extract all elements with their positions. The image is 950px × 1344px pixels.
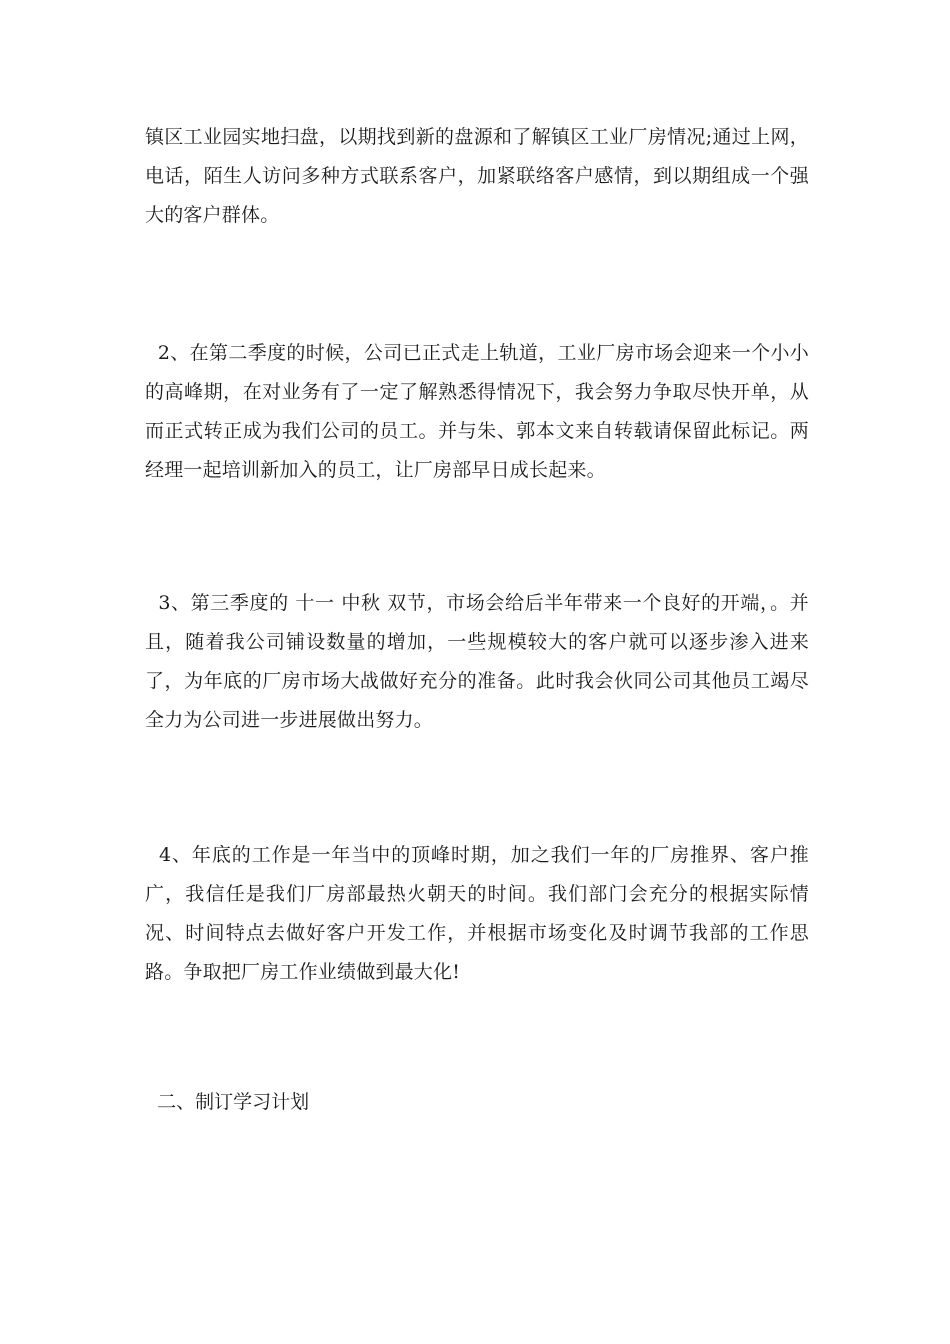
paragraph-plan-q2: 2、在第二季度的时候，公司已正式走上轨道，工业厂房市场会迎来一个小小的高峰期，在对业务有了一定了解熟悉得情况下，我会努力争取尽快开单，从而正式转正成为我们公司的员工。并与朱、郭本文来自转载请保留此标记。两经理一起培训新加入的员工，让厂房部早日成长起来。 xyxy=(145,342,810,481)
paragraph-plan-q3: 3、第三季度的 十一 中秋 双节，市场会给后半年带来一个良好的开端，。并且，随着我公司铺设数量的增加，一些规模较大的客户就可以逐步渗入进来了，为年底的厂房市场大战做好充分的准备。此时我会伙同公司其他员工竭尽全力为公司进一步进展做出努力。 xyxy=(145,592,809,731)
paragraph-plan-q4: 4、年底的工作是一年当中的顶峰时期，加之我们一年的厂房推界、客户推广，我信任是我们厂房部最热火朝天的时间。我们部门会充分的根据实际情况、时间特点去做好客户开发工作，并根据市场变化及时调节我部的工作思路。争取把厂房工作业绩做到最大化! xyxy=(145,844,809,983)
paragraph-plan-q1-continued: 镇区工业园实地扫盘，以期找到新的盘源和了解镇区工业厂房情况;通过上网，电话，陌生人访问多种方式联系客户，加紧联络客户感情，到以期组成一个强大的客户群体。 xyxy=(145,126,809,226)
section-heading: 二、制订学习计划 xyxy=(145,1091,310,1113)
